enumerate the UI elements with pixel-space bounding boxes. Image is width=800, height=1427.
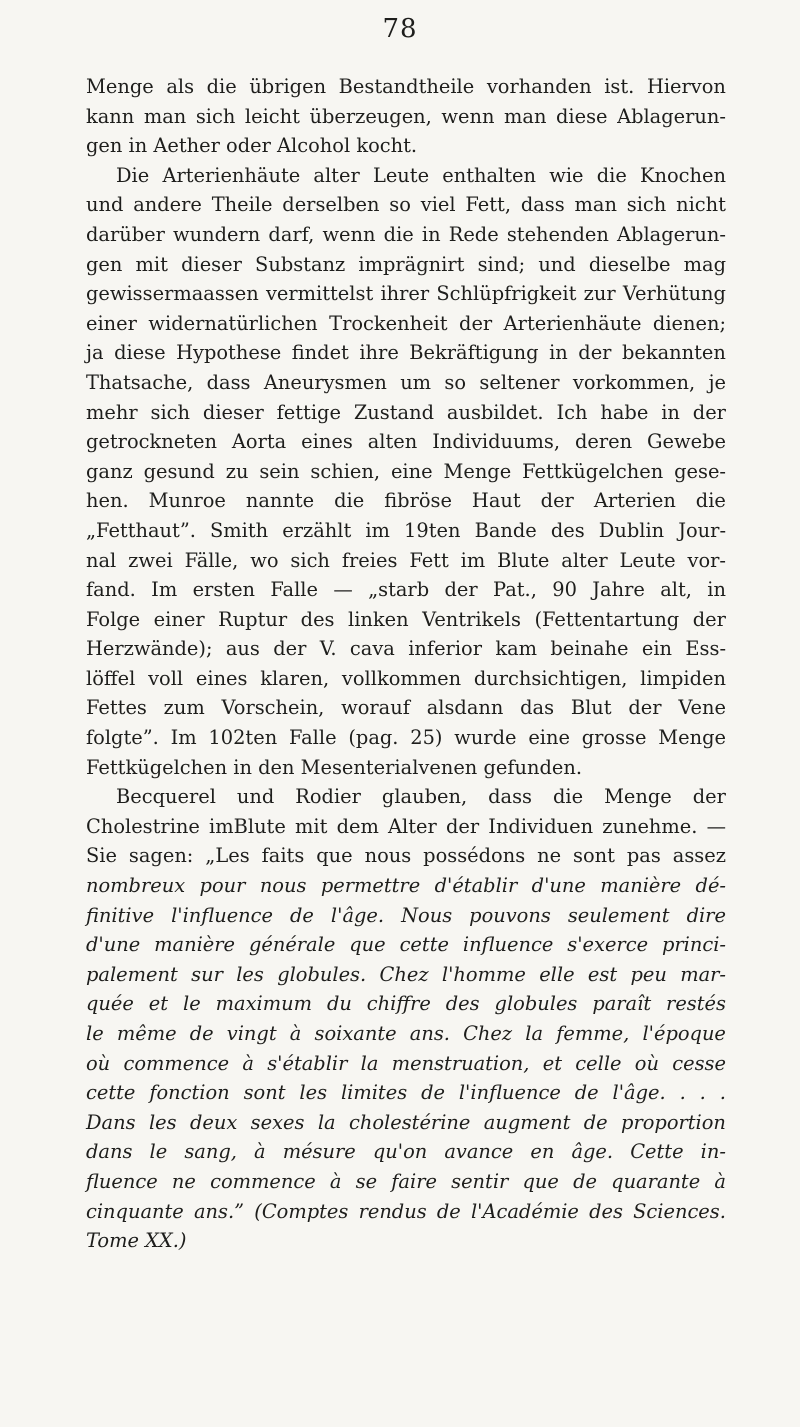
text-line: nombreux pour nous permettre d'établir d'une manière dé- xyxy=(86,874,726,898)
text-line: kann man sich leicht überzeugen, wenn man diese Ablagerun- xyxy=(86,104,726,128)
text-line: cinquante ans.” (Comptes rendus de l'Académie des Sciences. xyxy=(86,1199,726,1223)
text-line: Die Arterienhäute alter Leute enthalten wie die Knochen xyxy=(116,163,726,187)
text-line: mehr sich dieser fettige Zustand ausbildet. Ich habe in der xyxy=(86,400,726,424)
text-line: nal zwei Fälle, wo sich freies Fett im Blute alter Leute vor- xyxy=(86,548,726,572)
text-line: Thatsache, dass Aneurysmen um so seltener vorkommen, je xyxy=(86,370,726,394)
text-line: le même de vingt à soixante ans. Chez la femme, l'époque xyxy=(86,1022,726,1045)
text-line: dans le sang, à mésure qu'on avance en âge. Cette in- xyxy=(86,1140,726,1164)
text-line: folgte”. Im 102ten Falle (pag. 25) wurde eine grosse Menge xyxy=(86,726,726,750)
text-line: gewissermaassen vermittelst ihrer Schlüpfrigkeit zur Verhütung xyxy=(86,282,726,306)
text-line: und andere Theile derselben so viel Fett, dass man sich nicht xyxy=(86,193,726,217)
text-line: où commence à s'établir la menstruation, et celle où cesse xyxy=(86,1051,726,1075)
text-line: Folge einer Ruptur des linken Ventrikels (Fettentartung der xyxy=(86,607,726,631)
text-line: ganz gesund zu sein schien, eine Menge Fettkügelchen gese- xyxy=(86,459,726,483)
text-line: gen mit dieser Substanz imprägnirt sind; und dieselbe mag xyxy=(86,252,726,276)
text-line: Cholestrine imBlute mit dem Alter der Individuen zunehme. — xyxy=(86,814,726,838)
text-line: darüber wundern darf, wenn die in Rede stehenden Ablagerun- xyxy=(86,222,726,246)
text-line: gen in Aether oder Alcohol kocht. xyxy=(86,134,418,158)
text-line: Becquerel und Rodier glauben, dass die Menge der xyxy=(116,785,726,809)
text-line: fand. Im ersten Falle — „starb der Pat., 90 Jahre alt, in xyxy=(86,578,726,602)
text-line: Herzwände); aus der V. cava inferior kam beinahe ein Ess- xyxy=(86,637,726,661)
text-line: palement sur les globules. Chez l'homme elle est peu mar- xyxy=(86,962,726,986)
text-line: quée et le maximum du chiffre des globules paraît restés xyxy=(86,992,726,1016)
text-line: fluence ne commence à se faire sentir que de quarante à xyxy=(86,1169,726,1193)
text-line: d'une manière générale que cette influence s'exerce princi- xyxy=(86,933,726,957)
text-line: hen. Munroe nannte die fibröse Haut der Arterien die xyxy=(86,489,726,513)
text-line: einer widernatürlichen Trockenheit der Arterienhäute dienen; xyxy=(86,311,726,335)
text-line: „Fetthaut”. Smith erzählt im 19ten Bande des Dublin Jour- xyxy=(86,518,726,542)
text-line: Tome XX.) xyxy=(86,1229,187,1253)
text-line: Fettkügelchen in den Mesenterialvenen gefunden. xyxy=(86,755,583,779)
page-number: 78 xyxy=(382,14,418,44)
text-line: ja diese Hypothese findet ihre Bekräftigung in der bekannten xyxy=(86,341,726,365)
text-line: Menge als die übrigen Bestandtheile vorhanden ist. Hiervon xyxy=(86,75,726,98)
text-line: löffel voll eines klaren, vollkommen durchsichtigen, limpiden xyxy=(86,666,726,690)
body-text xyxy=(86,72,726,1256)
text-line: Dans les deux sexes la cholestérine augment de proportion xyxy=(86,1110,726,1134)
text-line: finitive l'influence de l'âge. Nous pouvons seulement dire xyxy=(86,903,726,927)
text-line: Sie sagen: „Les faits que nous possédons ne sont pas assez xyxy=(86,844,726,868)
text-line: getrockneten Aorta eines alten Individuums, deren Gewebe xyxy=(86,430,726,454)
text-line: cette fonction sont les limites de l'influence de l'âge. . . . xyxy=(86,1081,726,1105)
text-line: Fettes zum Vorschein, worauf alsdann das Blut der Vene xyxy=(86,696,726,720)
